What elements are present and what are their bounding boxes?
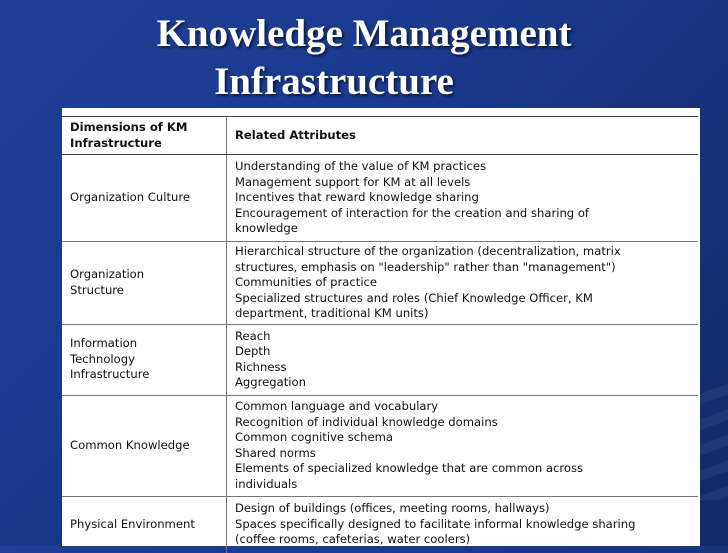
attributes-cell [227, 155, 699, 242]
attribute-text: Depth [235, 344, 271, 358]
slide-title-line1: Knowledge Management [156, 12, 572, 55]
dimension-text: Organization [70, 267, 145, 282]
attribute-text: Communities of practice [235, 275, 378, 289]
attribute-text: Management support for KM at all levels [235, 174, 471, 189]
attribute-text: Recognition of individual knowledge domains [235, 414, 498, 429]
attributes-cell [227, 496, 699, 553]
attribute-text: Understanding of the value of KM practices [235, 159, 487, 174]
attribute-text: Hierarchical structure of the organization (decentralization, matrix [235, 244, 621, 258]
attribute-text: knowledge [235, 221, 298, 236]
table-row [62, 496, 698, 553]
attribute-text: Richness [235, 359, 287, 374]
attributes-cell [227, 324, 699, 395]
attributes-cell [227, 242, 699, 325]
dimension-text: Technology [70, 351, 135, 366]
attribute-text: (coffee rooms, cafeterias, water coolers) [235, 532, 471, 547]
dimension-text: Physical Environment [70, 516, 195, 531]
attribute-text: Common language and vocabulary [235, 399, 439, 413]
table-row [62, 324, 698, 395]
attribute-text: structures, emphasis on "leadership" rather than "management") [235, 259, 616, 274]
attribute-text: Elements of specialized knowledge that are common across [235, 461, 584, 475]
dimension-cell [62, 242, 227, 325]
attribute-text: Spaces specifically designed to facilitate informal knowledge sharing [235, 516, 636, 531]
attribute-text: Aggregation [235, 375, 306, 389]
table-panel [62, 108, 700, 546]
dimension-text: Common Knowledge [70, 437, 190, 452]
dimension-cell [62, 155, 227, 242]
slide-title [0, 10, 728, 106]
table-header-row [62, 117, 698, 155]
attribute-text: Design of buildings (offices, meeting rooms, hallways) [235, 501, 550, 516]
slide-title-line2: Infrastructure [214, 60, 454, 103]
attribute-text: Common cognitive schema [235, 430, 394, 444]
table-row [62, 395, 698, 496]
attribute-text: department, traditional KM units) [235, 306, 429, 320]
attributes-cell [227, 395, 699, 496]
km-infrastructure-table [62, 116, 698, 553]
attribute-text: Shared norms [235, 445, 316, 460]
attribute-text: Encouragement of interaction for the creation and sharing of [235, 205, 590, 220]
header-dimensions-line1: Dimensions of KM [70, 120, 188, 134]
table-row [62, 242, 698, 325]
attribute-text: Incentives that reward knowledge sharing [235, 190, 479, 205]
attribute-text: Specialized structures and roles (Chief Knowledge Officer, KM [235, 290, 593, 305]
attribute-text: Reach [235, 328, 271, 343]
dimension-text: Organization Culture [70, 190, 191, 205]
table-row [62, 155, 698, 242]
header-dimensions-line2: Infrastructure [70, 135, 162, 150]
header-dimensions [62, 117, 227, 155]
dimension-cell [62, 496, 227, 553]
dimension-text: Information [70, 336, 138, 351]
header-related-attributes: Related Attributes [227, 117, 699, 155]
dimension-cell [62, 324, 227, 395]
dimension-text: Infrastructure [70, 367, 150, 382]
attribute-text: individuals [235, 476, 298, 491]
dimension-cell [62, 395, 227, 496]
dimension-text: Structure [70, 282, 124, 297]
